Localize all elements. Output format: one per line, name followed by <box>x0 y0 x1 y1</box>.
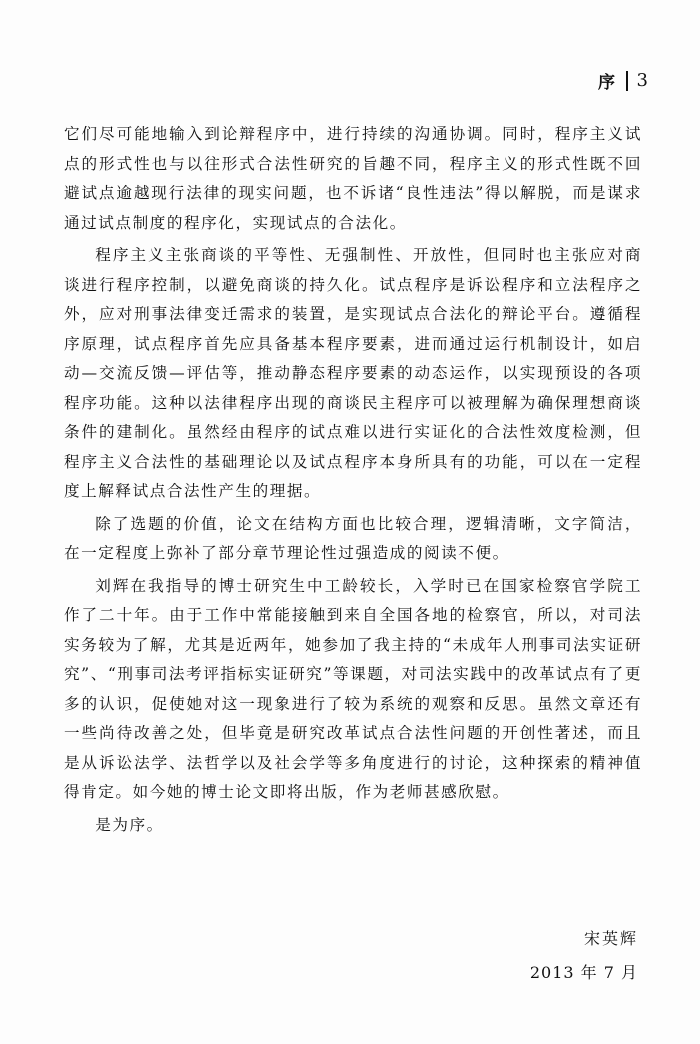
preface-body <box>64 120 642 840</box>
paragraph-continuation: 它们尽可能地输入到论辩程序中，进行持续的沟通协调。同时，程序主义试点的形式性也与以往形式合法性研究的旨趣不同，程序主义的形式性既不回避试点逾越现行法律的现实问题，也不诉诸“良性违法”得以解脱，而是谋求通过试点制度的程序化，实现试点的合法化。 <box>64 125 642 232</box>
section-title: 序 <box>598 73 617 93</box>
header-divider <box>626 71 628 91</box>
signature-date: 2013 年 7 月 <box>529 963 638 982</box>
paragraph-closing: 是为序。 <box>95 815 164 834</box>
signature-author: 宋英辉 <box>583 929 638 948</box>
page-number: 3 <box>636 70 648 91</box>
paragraph-proceduralism: 程序主义主张商谈的平等性、无强制性、开放性，但同时也主张应对商谈进行程序控制，以避免商谈的持久化。试点程序是诉讼程序和立法程序之外，应对刑事法律变迁需求的装置，是实现试点合法化的辩论平台。遵循程序原理，试点程序首先应具备基本程序要素，进而通过运行机制设计，如启动—交流反馈—评估等，推动静态程序要素的动态运作，以实现预设的各项程序功能。这种以法律程序出现的商谈民主程序可以被理解为确保理想商谈条件的建制化。虽然经由程序的试点难以进行实证化的合法性效度检测，但程序主义合法性的基础理论以及试点程序本身所具有的功能，可以在一定程度上解释试点合法性产生的理据。 <box>64 246 642 500</box>
paragraph-author-background: 刘辉在我指导的博士研究生中工龄较长，入学时已在国家检察官学院工作了二十年。由于工作中常能接触到来自全国各地的检察官，所以，对司法实务较为了解，尤其是近两年，她参加了我主持的“未成年人刑事司法实证研究”、“刑事司法考评指标实证研究”等课题，对司法实践中的改革试点有了更多的认识，促使她对这一现象进行了较为系统的观察和反思。虽然文章还有一些尚待改善之处，但毕竟是研究改革试点合法性问题的开创性著述，而且是从诉讼法学、法哲学以及社会学等多角度进行的讨论，这种探索的精神值得肯定。如今她的博士论文即将出版，作为老师甚感欣慰。 <box>64 576 642 801</box>
running-header <box>598 68 648 93</box>
paragraph-structure: 除了选题的价值，论文在结构方面也比较合理，逻辑清晰，文字简洁，在一定程度上弥补了部分章节理论性过强造成的阅读不便。 <box>64 514 642 562</box>
